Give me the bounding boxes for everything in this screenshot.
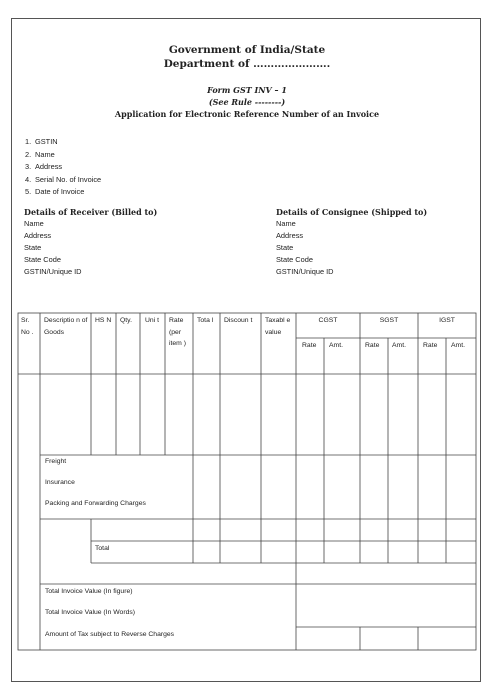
col-taxable-value: Taxabl e value (265, 317, 291, 336)
total-row-label: Total (95, 545, 110, 552)
total-invoice-words-label: Total Invoice Value (In Words) (45, 609, 136, 616)
col-total: Tota l (197, 317, 214, 324)
department-heading: Department of …………………. (163, 58, 331, 70)
total-invoice-figure-label: Total Invoice Value (In figure) (45, 588, 133, 595)
receiver-state-code: State Code (24, 255, 61, 265)
field-gstin: 1. GSTIN (25, 137, 58, 146)
igst-rate: Rate (423, 342, 438, 349)
col-rate: Rate (per item ) (169, 317, 186, 347)
consignee-gstin: GSTIN/Unique ID (276, 267, 334, 277)
freight-label: Freight (45, 458, 67, 465)
cgst-amount: Amt. (329, 342, 343, 349)
rule-reference: (See Rule --------) (208, 97, 286, 107)
consignee-name: Name (276, 219, 296, 229)
col-qty: Qty. (120, 317, 132, 324)
field-date: 5. Date of Invoice (25, 187, 85, 197)
receiver-title: Details of Receiver (Billed to) (24, 207, 158, 217)
field-serial-no: 4. Serial No. of Invoice (25, 174, 102, 184)
col-sr-no: Sr. No . (21, 317, 34, 336)
packing-forwarding-label: Packing and Forwarding Charges (45, 500, 146, 507)
cgst-rate: Rate (302, 342, 317, 349)
receiver-address: Address (24, 231, 52, 241)
col-description: Descriptio n of Goods (44, 317, 88, 336)
field-name: 2. Name (25, 149, 55, 159)
col-cgst: CGST (318, 317, 338, 324)
receiver-gstin: GSTIN/Unique ID (24, 267, 82, 277)
sgst-rate: Rate (365, 342, 380, 349)
consignee-address: Address (276, 231, 304, 241)
field-address: 3. Address (25, 162, 63, 172)
form-title: Application for Electronic Reference Number of an Invoice (114, 109, 380, 119)
form-number: Form GST INV – 1 (207, 85, 287, 95)
consignee-state: State (276, 243, 294, 253)
receiver-state: State (24, 243, 42, 253)
receiver-name: Name (24, 219, 44, 229)
reverse-charge-label: Amount of Tax subject to Reverse Charges (45, 631, 175, 638)
consignee-title: Details of Consignee (Shipped to) (276, 207, 428, 217)
col-unit: Uni t (145, 317, 159, 324)
sgst-amount: Amt. (392, 342, 406, 349)
igst-amount: Amt. (451, 342, 465, 349)
insurance-label: Insurance (45, 479, 75, 486)
col-discount: Discoun t (224, 317, 253, 324)
consignee-state-code: State Code (276, 255, 313, 265)
government-heading: Government of India/State (168, 44, 326, 56)
col-sgst: SGST (379, 317, 399, 324)
col-igst: IGST (439, 317, 455, 324)
col-hsn: HS N (95, 317, 112, 324)
